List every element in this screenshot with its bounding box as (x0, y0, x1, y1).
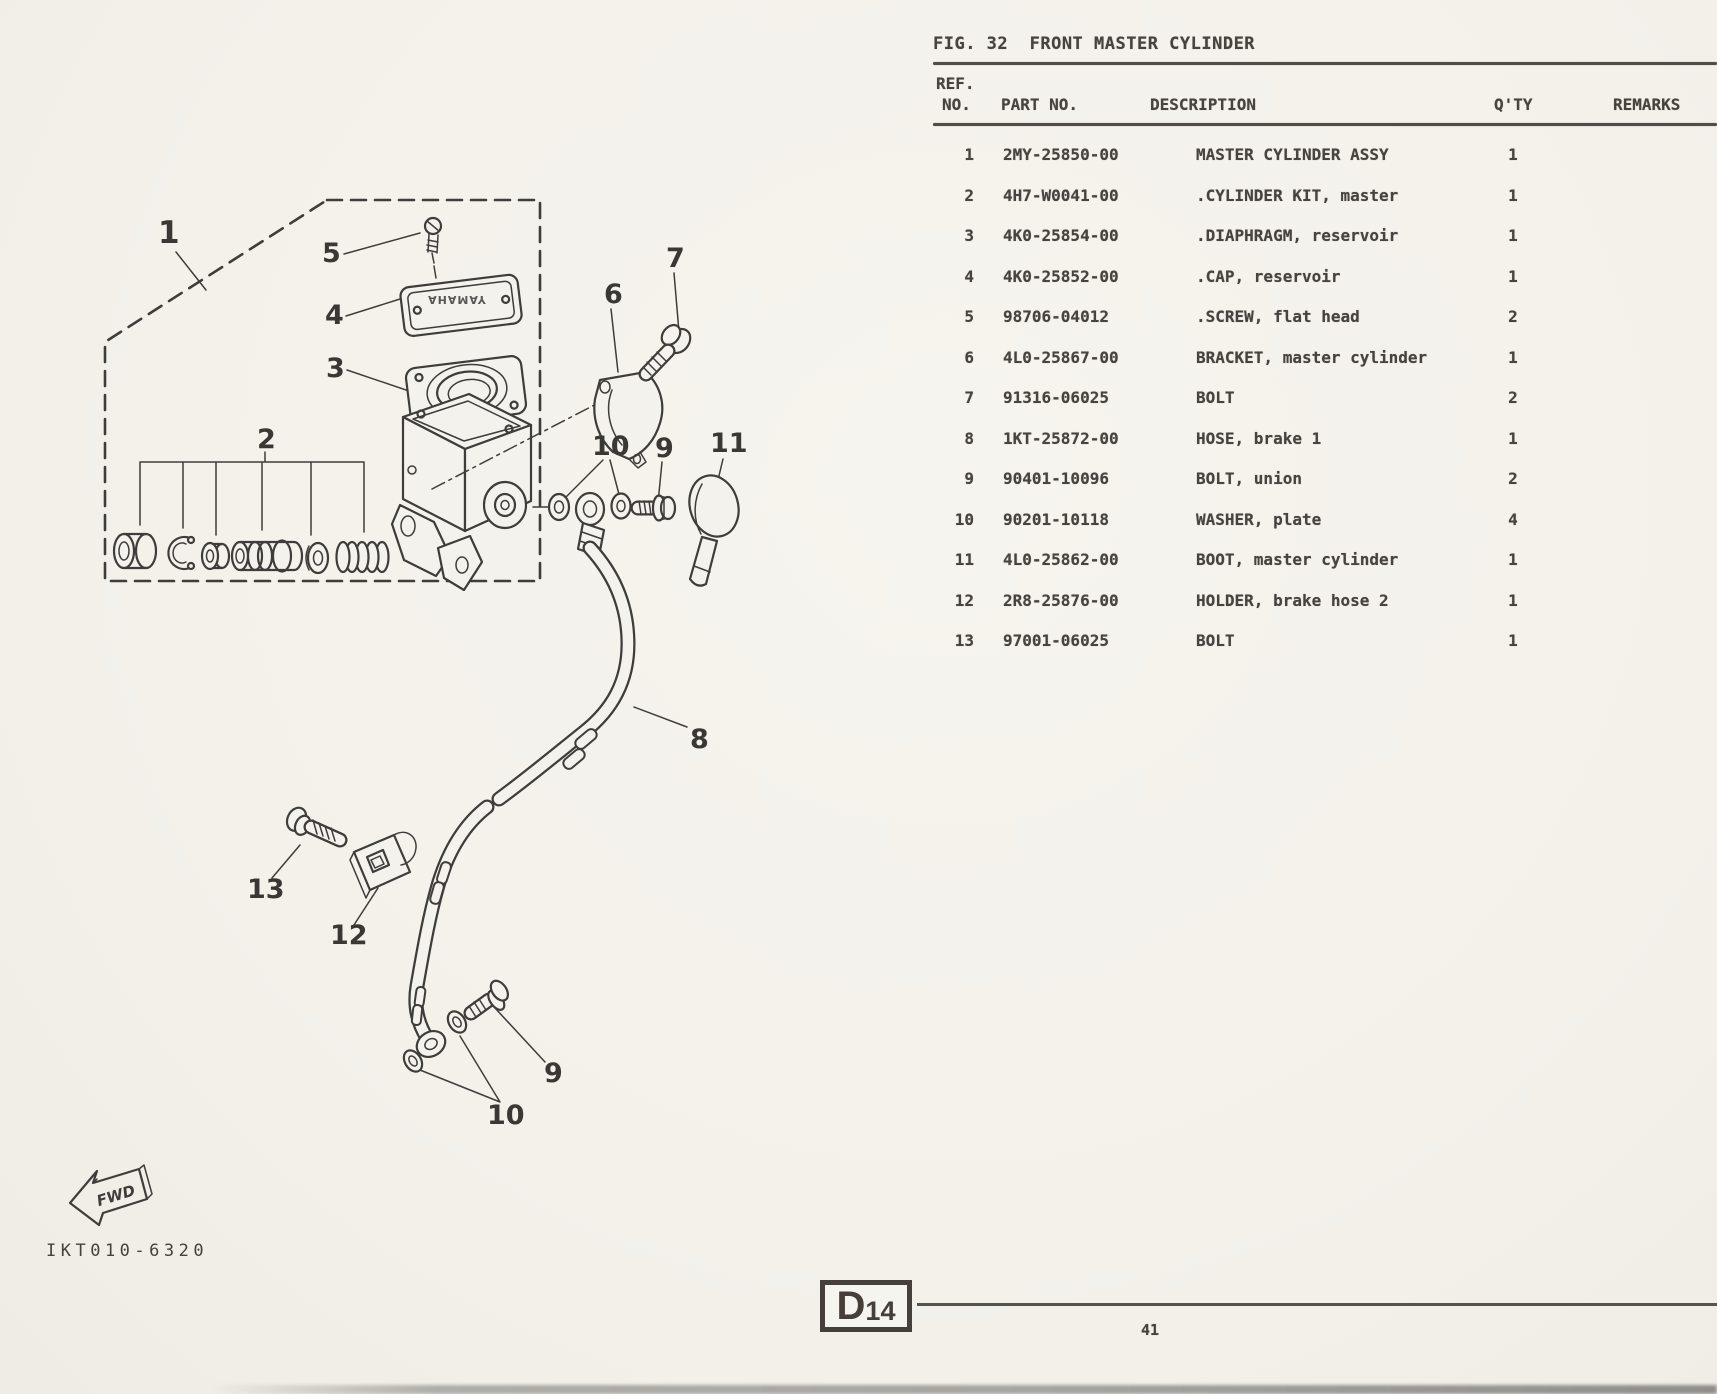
cap-brand-text: YAMAHA (427, 292, 486, 306)
table-row: 11 4L0-25862-00 BOOT, master cylinder 1 (954, 550, 1518, 569)
figure-title: FIG. 32 FRONT MASTER CYLINDER (933, 34, 1256, 54)
table-row: 5 98706-04012 .SCREW, flat head 2 (964, 307, 1518, 326)
callout-9-lower: 9 (544, 1058, 563, 1089)
column-header-ref-line2: NO. (942, 95, 971, 114)
page-number: 41 (1140, 1321, 1160, 1339)
scan-edge-shadow (210, 1385, 1717, 1394)
table-row: 8 1KT-25872-00 HOSE, brake 1 1 (964, 429, 1518, 448)
table-row: 4 4K0-25852-00 .CAP, reservoir 1 (964, 267, 1518, 286)
table-row: 7 91316-06025 BOLT 2 (964, 388, 1518, 407)
column-header-ref-line1: REF. (936, 74, 975, 93)
table-row: 9 90401-10096 BOLT, union 2 (964, 469, 1518, 488)
fwd-arrow-icon (70, 1165, 152, 1225)
callout-13: 13 (247, 874, 285, 905)
section-code-letter: D (836, 1284, 866, 1328)
table-row: 3 4K0-25854-00 .DIAPHRAGM, reservoir 1 (964, 226, 1518, 245)
callout-11: 11 (710, 428, 748, 459)
callout-10-lower: 10 (487, 1100, 525, 1131)
footer-rule (917, 1303, 1717, 1306)
callout-5: 5 (322, 238, 341, 269)
table-row: 6 4L0-25867-00 BRACKET, master cylinder 1 (964, 348, 1518, 367)
column-header-qty: Q'TY (1494, 95, 1533, 114)
column-header-description: DESCRIPTION (1150, 95, 1256, 114)
callout-9-upper: 9 (655, 433, 674, 464)
column-header-part-no: PART NO. (1001, 95, 1079, 114)
callout-4: 4 (325, 300, 344, 331)
fwd-label: FWD (94, 1181, 138, 1211)
table-rule-top (933, 62, 1717, 65)
callout-12: 12 (330, 920, 368, 951)
brake-hose (411, 548, 628, 1062)
drawing-number: IKT010-6320 (46, 1241, 209, 1261)
section-code-number: 14 (865, 1295, 896, 1326)
callout-7: 7 (666, 243, 685, 274)
table-row: 13 97001-06025 BOLT 1 (954, 631, 1518, 650)
section-stamp (820, 1280, 912, 1332)
callout-6: 6 (604, 279, 623, 310)
table-row: 12 2R8-25876-00 HOLDER, brake hose 2 1 (954, 591, 1518, 610)
table-row: 2 4H7-W0041-00 .CYLINDER KIT, master 1 (964, 186, 1518, 205)
callout-3: 3 (326, 353, 345, 384)
callout-10-upper: 10 (592, 431, 630, 462)
callout-8: 8 (690, 724, 709, 755)
callout-1: 1 (158, 215, 180, 251)
brake-hose-holder (350, 832, 416, 898)
column-header-remarks: REMARKS (1613, 95, 1681, 114)
table-row: 10 90201-10118 WASHER, plate 4 (954, 510, 1518, 529)
holder-bolt (283, 805, 340, 841)
callout-2: 2 (257, 424, 276, 455)
hose-ferrule-rings (411, 727, 598, 1025)
table-row: 1 2MY-25850-00 MASTER CYLINDER ASSY 1 (964, 145, 1518, 164)
table-rule-header (933, 123, 1717, 126)
